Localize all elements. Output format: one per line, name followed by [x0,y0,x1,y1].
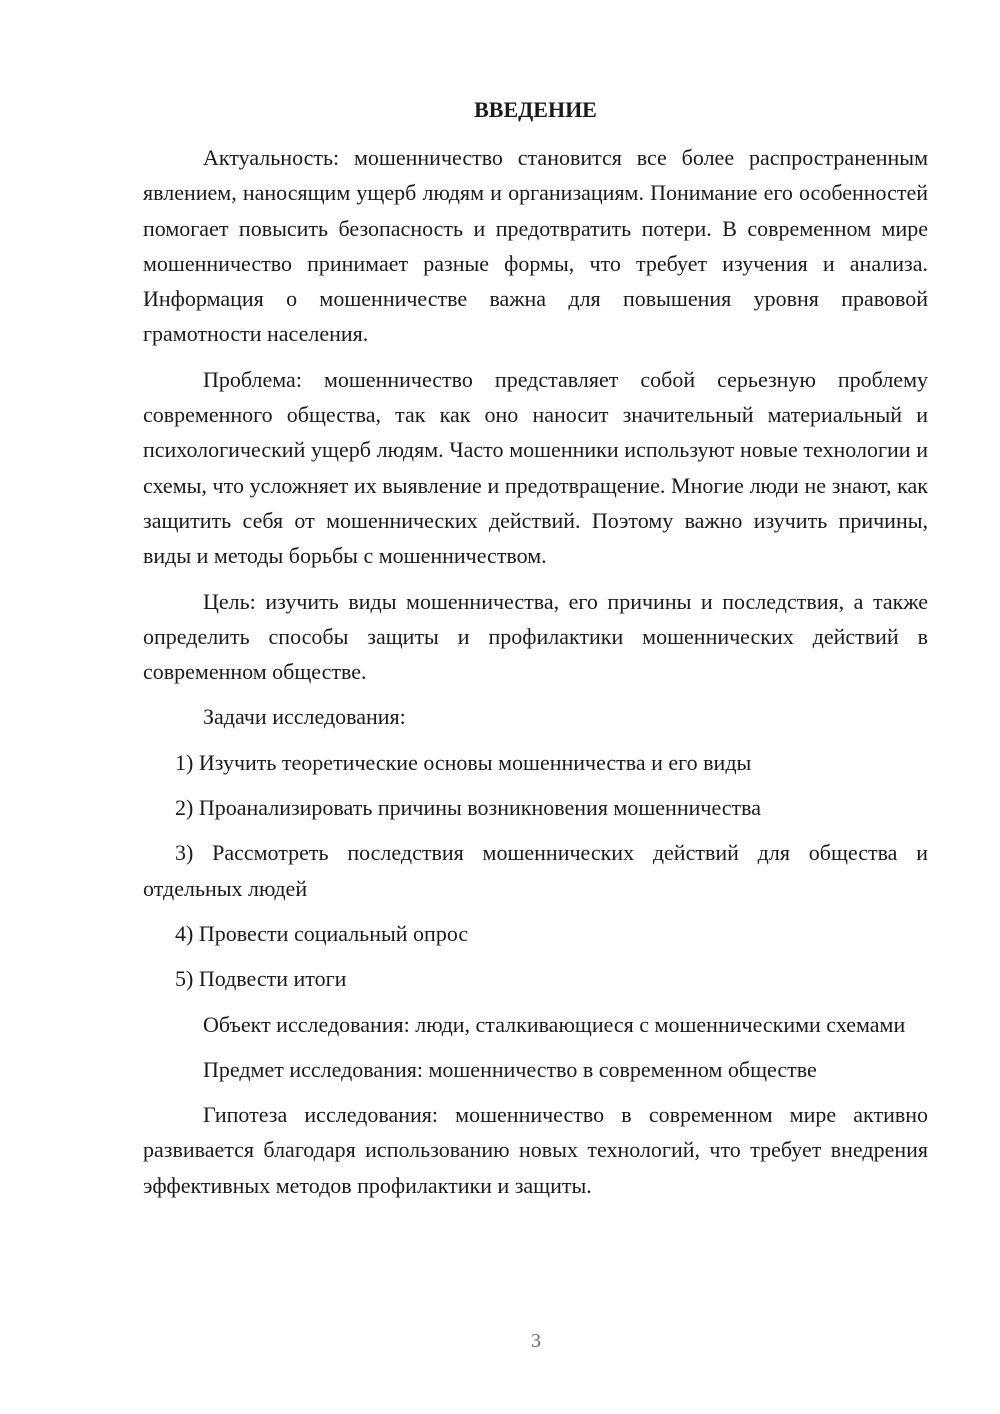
page-number: 3 [531,1330,541,1352]
paragraph-goal: Цель: изучить виды мошенничества, его причины и последствия, а также определить способы защиты и профилактики мошеннических действий в современном обществе. [143,588,928,685]
page-content [143,92,928,1213]
task-item-5: 5) Подвести итоги [175,966,347,992]
paragraph-subject: Предмет исследования: мошенничество в современном обществе [203,1056,817,1082]
paragraph-relevance: Актуальность: мошенничество становится все более распространенным явлением, наносящим ущерб людям и организациям. Понимание его особенностей помогает повысить безопасность и предотвратить потери. В современном мире мошенничество принимает разные формы, что требует изучения и анализа. Информация о мошенничестве важна для повышения уровня правовой грамотности населения. [143,145,928,347]
task-item-4: 4) Провести социальный опрос [175,920,469,946]
paragraph-object: Объект исследования: люди, сталкивающиеся с мошенническими схемами [203,1011,906,1037]
paragraph-problem: Проблема: мошенничество представляет собой серьезную проблему современного общества, так как оно наносит значительный материальный и психологический ущерб людям. Часто мошенники используют новые технологии и схемы, что усложняет их выявление и предотвращение. Многие люди не знают, как защитить себя от мошеннических действий. Поэтому важно изучить причины, виды и методы борьбы с мошенничеством. [143,366,928,569]
task-item-2: 2) Проанализировать причины возникновения мошенничества [175,795,761,821]
paragraph-hypothesis: Гипотеза исследования: мошенничество в современном мире активно развивается благодаря использованию новых технологий, что требует внедрения эффективных методов профилактики и защиты. [143,1102,928,1198]
task-item-1: 1) Изучить теоретические основы мошенничества и его виды [175,749,752,775]
section-heading: ВВЕДЕНИЕ [474,97,597,122]
paragraph-tasks-intro: Задачи исследования: [203,704,406,730]
task-item-3: 3) Рассмотреть последствия мошеннических действий для общества и отдельных людей [143,840,928,901]
